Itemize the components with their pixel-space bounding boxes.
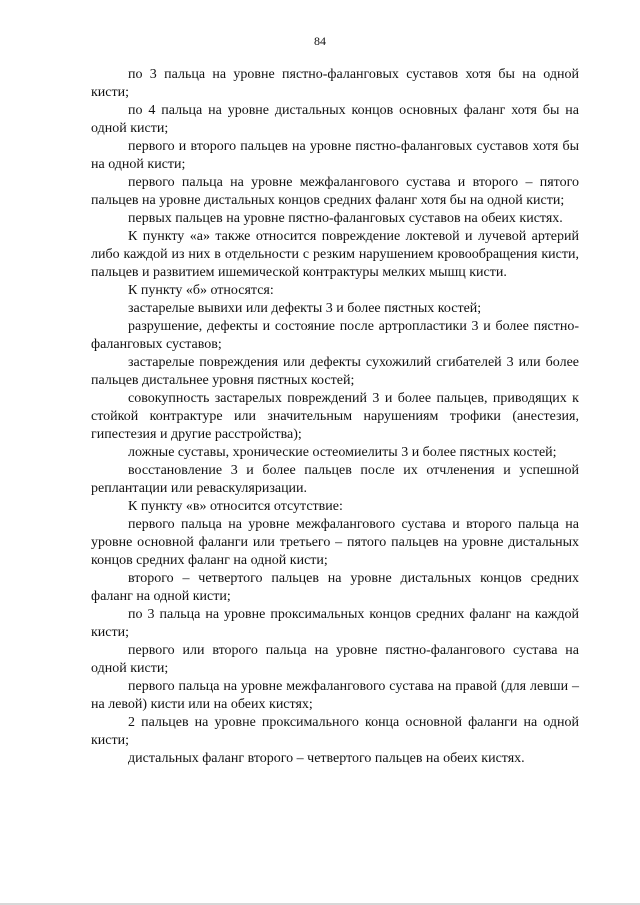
paragraph: первых пальцев на уровне пястно-фаланговых суставов на обеих кистях.: [128, 211, 563, 226]
paragraph: по 3 пальца на уровне пястно-фаланговых суставов хотя бы на одной кисти;: [91, 67, 579, 100]
paragraph: по 3 пальца на уровне проксимальных концов средних фаланг на каждой кисти;: [91, 607, 579, 640]
paragraph: застарелые вывихи или дефекты 3 и более пястных костей;: [128, 301, 482, 316]
paragraph: дистальных фаланг второго – четвертого пальцев на обеих кистях.: [128, 751, 525, 766]
paragraph: 2 пальцев на уровне проксимального конца основной фаланги на одной кисти;: [91, 715, 579, 748]
paragraph: совокупность застарелых повреждений 3 и более пальцев, приводящих к стойкой контрактуре или значительным нарушениям трофики (анестезия, гипестезия и другие расстройства);: [91, 391, 579, 442]
paragraph: первого пальца на уровне межфалангового сустава и второго – пятого пальцев на уровне дистальных концов средних фаланг хотя бы на одной кисти;: [91, 175, 579, 208]
paragraph: первого и второго пальцев на уровне пястно-фаланговых суставов хотя бы на одной кисти;: [91, 139, 579, 172]
paragraph: разрушение, дефекты и состояние после артропластики 3 и более пястно-фаланговых суставов;: [91, 319, 579, 352]
paragraph: первого или второго пальца на уровне пястно-фалангового сустава на одной кисти;: [91, 643, 579, 676]
page-number: 84: [314, 34, 326, 48]
paragraph: восстановление 3 и более пальцев после их отчленения и успешной реплантации или реваскуляризации.: [91, 463, 579, 496]
paragraph: первого пальца на уровне межфалангового сустава и второго пальца на уровне основной фаланги или третьего – пятого пальцев на уровне дистальных концов средних фаланг на одной кисти;: [91, 517, 579, 568]
paragraph: К пункту «б» относятся:: [128, 283, 274, 298]
paragraph: К пункту «в» относится отсутствие:: [128, 499, 343, 514]
document-body: [91, 66, 579, 768]
paragraph: К пункту «а» также относится повреждение локтевой и лучевой артерий либо каждой из них в отдельности с резким нарушением кровообращения кисти, пальцев и развитием ишемической контрактуры мелких мышц кисти.: [91, 229, 579, 280]
paragraph: застарелые повреждения или дефекты сухожилий сгибателей 3 или более пальцев дистальнее уровня пястных костей;: [91, 355, 579, 388]
paragraph: по 4 пальца на уровне дистальных концов основных фаланг хотя бы на одной кисти;: [91, 103, 579, 136]
paragraph: ложные суставы, хронические остеомиелиты 3 и более пястных костей;: [128, 445, 557, 460]
paragraph: первого пальца на уровне межфалангового сустава на правой (для левши – на левой) кисти или на обеих кистях;: [91, 679, 579, 712]
paragraph: второго – четвертого пальцев на уровне дистальных концов средних фаланг на одной кисти;: [91, 571, 579, 604]
